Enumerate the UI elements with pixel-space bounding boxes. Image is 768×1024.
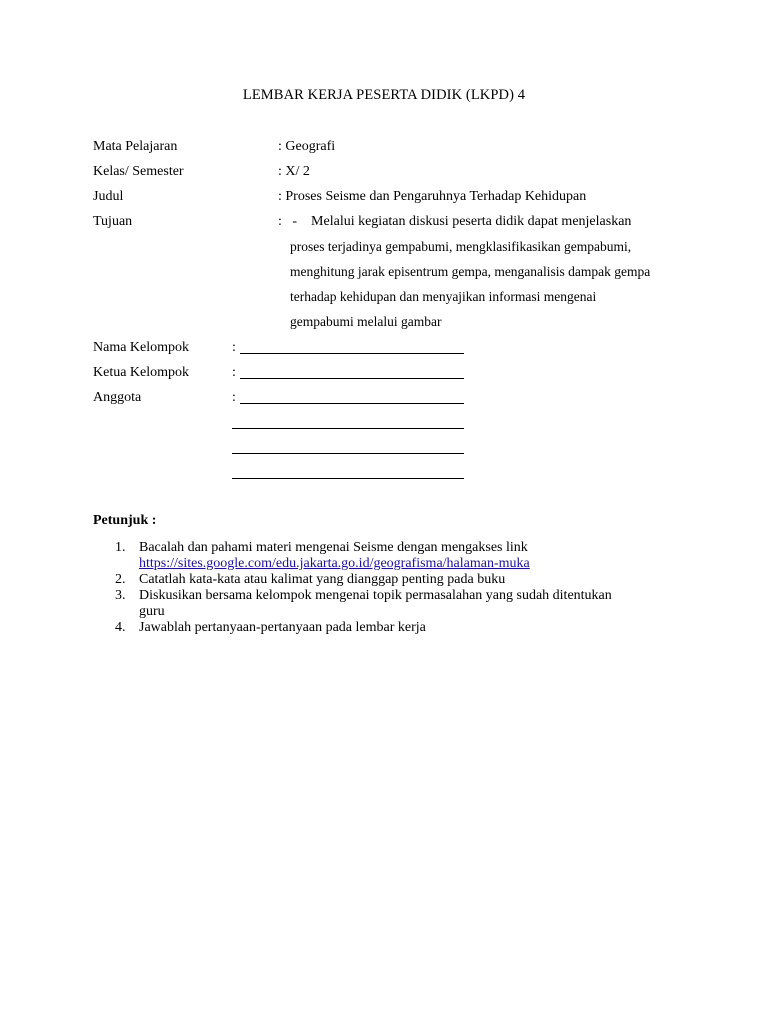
instruction-text: Catatlah kata-kata atau kalimat yang dianggap penting pada buku	[139, 572, 506, 587]
instructions-heading: Petunjuk :	[93, 513, 157, 528]
instructions-list	[110, 540, 690, 636]
field-label: Kelas/ Semester	[93, 164, 184, 179]
instruction-item	[110, 588, 690, 620]
instruction-item	[110, 540, 690, 572]
tujuan-line: terhadap kehidupan dan menyajikan informasi mengenai	[290, 289, 597, 304]
colon: :	[232, 390, 236, 405]
field-value: : Proses Seisme dan Pengaruhnya Terhadap Kehidupan	[278, 189, 587, 204]
instruction-number: 1.	[115, 540, 126, 555]
seisme-material-link[interactable]: https://sites.google.com/edu.jakarta.go.id/geografisma/halaman-muka	[139, 556, 530, 571]
field-label: Mata Pelajaran	[93, 139, 178, 154]
instruction-number: 3.	[115, 588, 126, 603]
field-label: Judul	[93, 189, 124, 204]
instruction-number: 2.	[115, 572, 126, 587]
anggota-blank-1[interactable]	[240, 403, 464, 404]
instruction-item	[110, 620, 690, 636]
field-value: : X/ 2	[278, 164, 310, 179]
instruction-number: 4.	[115, 620, 126, 635]
anggota-blank-2[interactable]	[232, 428, 464, 429]
tujuan-line: menghitung jarak episentrum gempa, menganalisis dampak gempa	[290, 264, 651, 279]
worksheet-title: LEMBAR KERJA PESERTA DIDIK (LKPD) 4	[242, 87, 526, 103]
tujuan-line: gempabumi melalui gambar	[290, 314, 442, 329]
tujuan-continuation	[290, 237, 690, 337]
ketua-kelompok-blank[interactable]	[240, 378, 464, 379]
field-label: Tujuan	[93, 214, 133, 229]
field-value: : - Melalui kegiatan diskusi peserta didik dapat menjelaskan	[278, 214, 632, 229]
instruction-text: Diskusikan bersama kelompok mengenai topik permasalahan yang sudah ditentukan guru	[139, 588, 612, 619]
field-label: Nama Kelompok	[93, 340, 190, 355]
field-value: : Geografi	[278, 139, 336, 154]
tujuan-line: proses terjadinya gempabumi, mengklasifikasikan gempabumi,	[290, 239, 632, 254]
field-label: Ketua Kelompok	[93, 365, 190, 380]
nama-kelompok-blank[interactable]	[240, 353, 464, 354]
colon: :	[232, 340, 236, 355]
instruction-text: Bacalah dan pahami materi mengenai Seisme dengan mengakses link	[139, 540, 528, 555]
colon: :	[232, 365, 236, 380]
instruction-item	[110, 572, 690, 588]
instruction-text: Jawablah pertanyaan-pertanyaan pada lembar kerja	[139, 620, 426, 635]
anggota-blank-3[interactable]	[232, 453, 464, 454]
field-label: Anggota	[93, 390, 142, 405]
anggota-blank-4[interactable]	[232, 478, 464, 479]
